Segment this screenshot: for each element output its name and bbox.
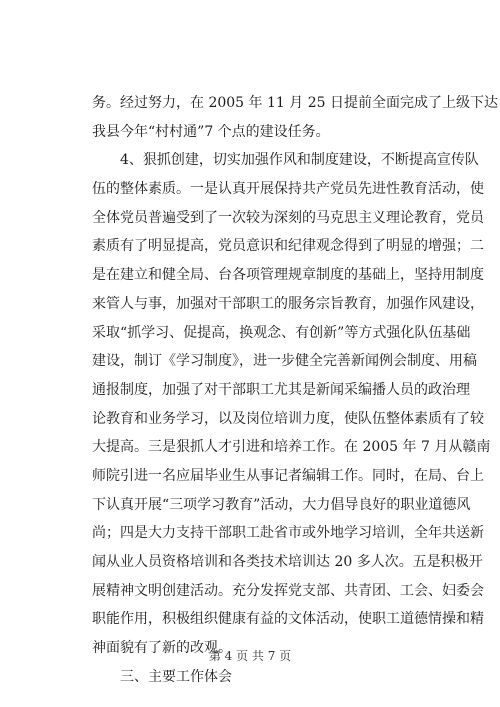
page-number-footer: 第 4 页 共 7 页 <box>208 649 292 663</box>
text-line: 素质有了明显提高，党员意识和纪律观念得到了明显的增强；二 <box>92 238 484 255</box>
paragraph-first-line: 4、狠抓创建，切实加强作风和制度建设，不断提高宣传队 <box>120 152 479 169</box>
body-text <box>92 89 498 691</box>
section-heading: 三、主要工作体会 <box>120 668 232 685</box>
text-line: 职能作用，积极组织健康有益的文体活动，使职工道德情操和精 <box>92 611 484 628</box>
text-line: 伍的整体素质。一是认真开展保持共产党员先进性教育活动，使 <box>92 181 484 198</box>
text-line: 通报制度，加强了对干部职工尤其是新闻采编播人员的政治理 <box>92 381 470 398</box>
text-line: 全体党员普遍受到了一次较为深刻的马克思主义理论教育，党员 <box>92 209 484 226</box>
text-line: 建设，制订《学习制度》，进一步健全完善新闻例会制度、用稿 <box>92 353 477 370</box>
text-line: 尚；四是大力支持干部职工赴省市或外地学习培训，全年共送新 <box>92 525 484 542</box>
text-line: 下认真开展“三项学习教育”活动，大力倡导良好的职业道德风 <box>92 496 471 513</box>
text-line: 神面貌有了新的改观。 <box>92 640 232 657</box>
text-line: 采取“抓学习、促提高，换观念、有创新”等方式强化队伍基础 <box>92 324 471 341</box>
text-line: 是在建立和健全局、台各项管理规章制度的基础上，坚持用制度 <box>92 267 484 284</box>
text-line: 务。经过努力，在 2005 年 11 月 25 日提前全面完成了上级下达 <box>92 95 498 111</box>
text-line: 来管人与事，加强对干部职工的服务宗旨教育，加强作风建设， <box>92 295 484 312</box>
text-line: 我县今年“村村通”7 个点的建设任务。 <box>92 123 330 140</box>
text-line: 大提高。三是狠抓人才引进和培养工作。在 2005 年 7 月从赣南 <box>92 439 491 456</box>
text-line: 展精神文明创建活动。充分发挥党支部、共青团、工会、妇委会 <box>92 582 484 599</box>
text-line: 师院引进一名应届毕业生从事记者编辑工作。同时，在局、台上 <box>92 467 484 484</box>
text-line: 闻从业人员资格培训和各类技术培训达 20 多人次。五是积极开 <box>92 554 483 570</box>
text-line: 论教育和业务学习，以及岗位培训力度，使队伍整体素质有了较 <box>92 410 484 427</box>
